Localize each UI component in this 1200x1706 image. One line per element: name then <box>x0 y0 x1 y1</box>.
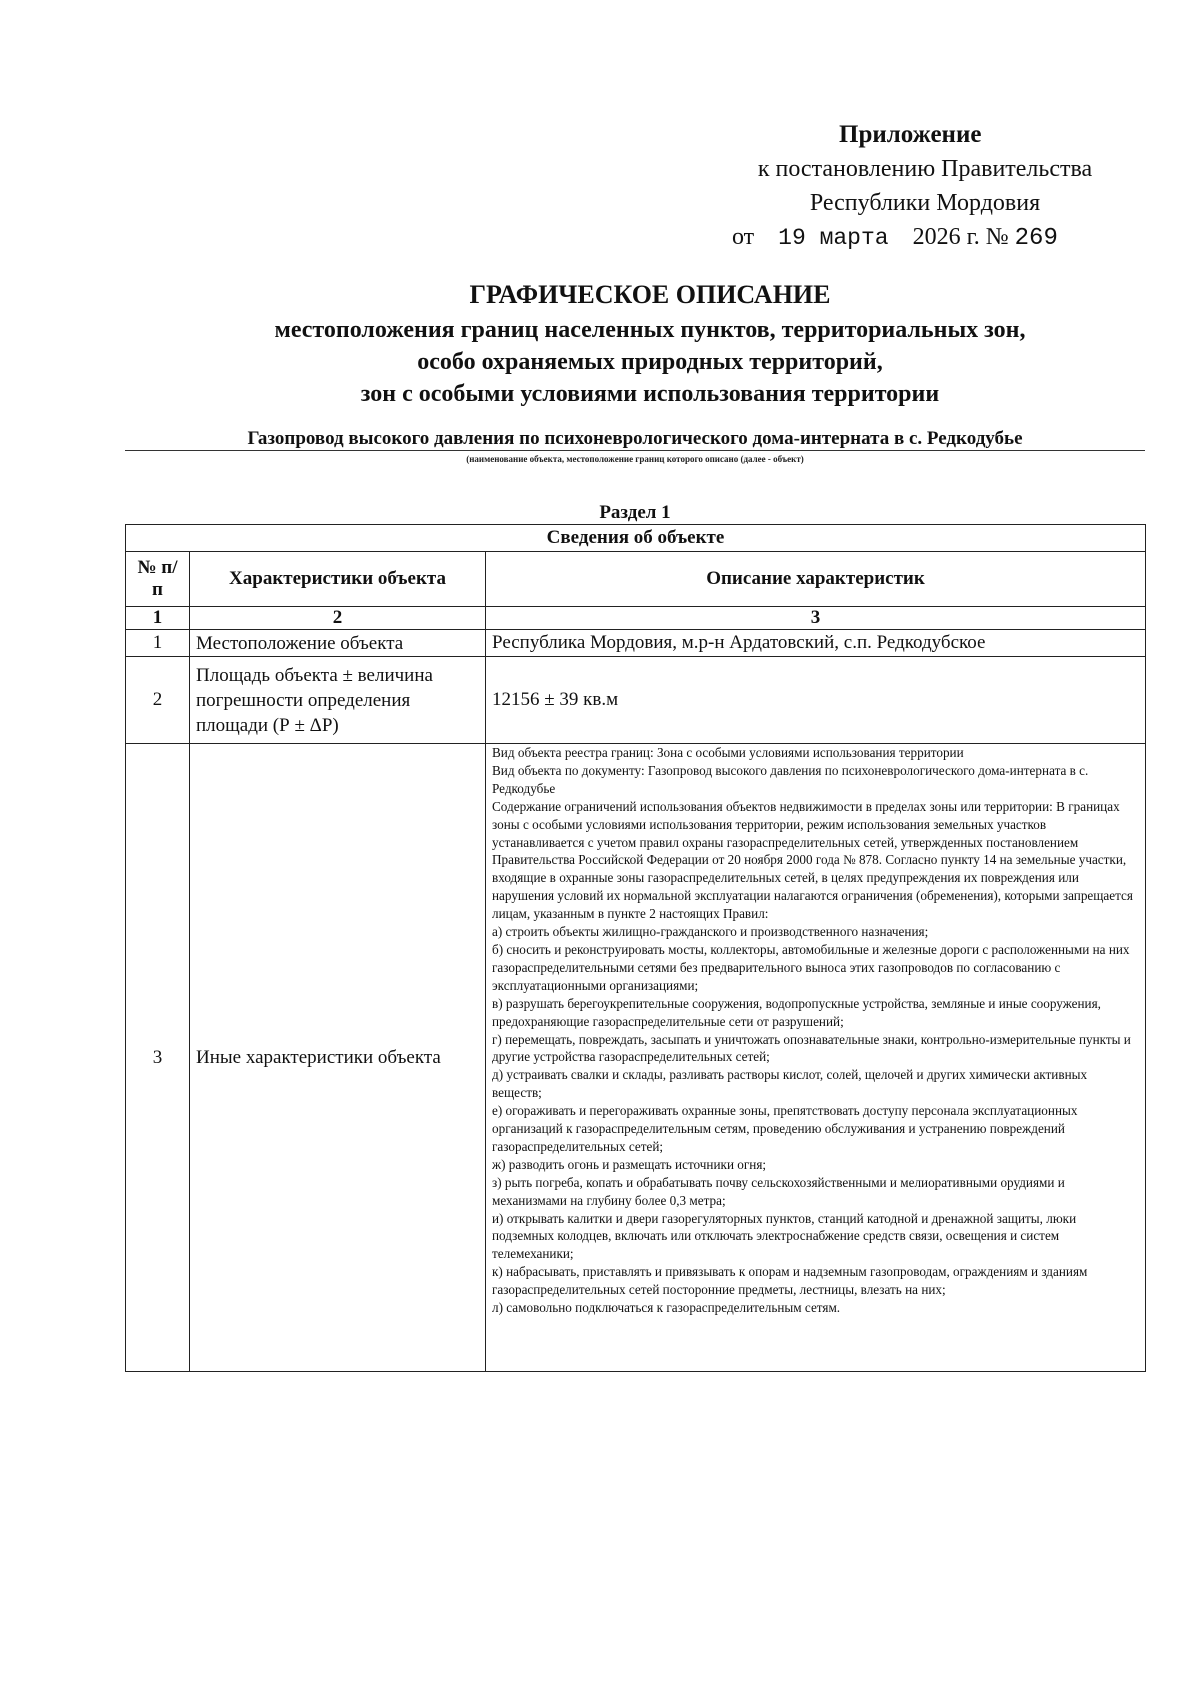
object-name: Газопровод высокого давления по психоневрологического дома-интерната в с. Редкодубье <box>125 428 1145 451</box>
row-value: Республика Мордовия, м.р-н Ардатовский, с.п. Редкодубское <box>486 630 1146 657</box>
row-number: 2 <box>126 657 190 744</box>
description-line: в) разрушать берегоукрепительные сооружения, водопропускные устройства, земляные и иные сооружения, предохраняющие газораспределительные сети от разрушений; <box>492 995 1101 1029</box>
row-characteristic: Иные характеристики объекта <box>190 744 486 1372</box>
table-row <box>126 744 1146 1372</box>
description-line: а) строить объекты жилищно-гражданского и производственного назначения; <box>492 924 929 940</box>
document-subtitle <box>120 314 1180 410</box>
description-line: к) набрасывать, приставлять и привязывать к опорам и надземным газопроводам, ограждениям и зданиям газораспределительных сетей посторонние предметы, лестницы, влезать на них; <box>492 1264 1088 1298</box>
date-prefix: от <box>732 224 755 250</box>
section-title: Раздел 1 <box>599 502 671 523</box>
description-line: ж) разводить огонь и размещать источники огня; <box>492 1156 767 1172</box>
header-description: Описание характеристик <box>486 552 1146 607</box>
subtitle-line-3: зон с особыми условиями использования территории <box>360 381 940 407</box>
table-header-row <box>126 552 1146 607</box>
description-line: з) рыть погреба, копать и обрабатывать почву сельскохозяйственными и мелиоративными орудиями и механизмами на глубину более 0,3 метра; <box>492 1174 1065 1208</box>
description-line: д) устраивать свалки и склады, разливать растворы кислот, солей, щелочей и других химически активных веществ; <box>492 1067 1088 1101</box>
column-number-row <box>126 607 1146 630</box>
table-caption-row <box>126 525 1146 552</box>
object-info-table <box>125 524 1146 1372</box>
date-day-month: 19 марта <box>778 225 889 251</box>
description-line: б) сносить и реконструировать мосты, коллекторы, автомобильные и железные дороги с расположенными на них газораспределительными сетями без предварительного выноса этих газопроводов по согласованию с эксплуатационными организациями; <box>492 941 1130 993</box>
description-line: и) открывать калитки и двери газорегуляторных пунктов, станций катодной и дренажной защиты, люки подземных колодцев, включать или отключать электроснабжение средств связи, освещения и систем телемеханики; <box>492 1210 1077 1262</box>
row-number: 3 <box>126 744 190 1372</box>
appendix-block <box>700 118 1150 256</box>
appendix-heading: Приложение <box>839 121 982 148</box>
subtitle-line-2: особо охраняемых природных территорий, <box>417 349 883 375</box>
table-row <box>126 630 1146 657</box>
appendix-date-line <box>700 220 1150 256</box>
description-line: е) огораживать и перегораживать охранные зоны, препятствовать доступу персонала эксплуатационных организаций к газораспределительным сетям, проведению обслуживания и устранению повреждений газораспределительных сетей; <box>492 1103 1078 1154</box>
description-line: г) перемещать, повреждать, засыпать и уничтожать опознавательные знаки, контрольно-измерительные пункты и другие устройства газораспределительных сетей; <box>492 1031 1131 1065</box>
appendix-line-2: Республики Мордовия <box>809 190 1041 216</box>
column-number-1: 1 <box>126 607 190 630</box>
row-characteristic: Местоположение объекта <box>190 630 486 657</box>
description-line: Вид объекта по документу: Газопровод высокого давления по психоневрологического дома-интерната в с. Редкодубье <box>492 762 1089 796</box>
date-year: 2026 г. № <box>912 224 1009 250</box>
appendix-line-1: к постановлению Правительства <box>757 156 1093 182</box>
description-line: Содержание ограничений использования объектов недвижимости в пределах зоны или территории: В границах зоны с особыми условиями использования территории, режим использования земельных участков устанавливается с учетом правил охраны газораспределительных сетей, утвержденных постановлением Правительства Российской Федерации от 20 ноября 2000 года № 878. Согласно пункту 14 на земельные участки, входящие в охранные зоны газораспределительных сетей, в целях предупреждения их повреждения или нарушения условий их нормальной эксплуатации налагаются ограничения (обременения), которыми запрещается лицам, указанным в пункте 2 настоящих Правил: <box>492 798 1133 922</box>
column-number-2: 2 <box>190 607 486 630</box>
row-number: 1 <box>126 630 190 657</box>
header-number: № п/п <box>126 552 190 607</box>
header-characteristic: Характеристики объекта <box>190 552 486 607</box>
description-line: Вид объекта реестра границ: Зона с особыми условиями использования территории <box>492 745 964 760</box>
row-value-description <box>486 744 1146 1372</box>
table-caption: Сведения об объекте <box>126 525 1146 552</box>
row-value: 12156 ± 39 кв.м <box>486 657 1146 744</box>
column-number-3: 3 <box>486 607 1146 630</box>
subtitle-line-1: местоположения границ населенных пунктов, территориальных зон, <box>274 317 1026 343</box>
table-row <box>126 657 1146 744</box>
row-characteristic: Площадь объекта ± величина погрешности определения площади (Р ± ΔР) <box>190 657 486 744</box>
decree-number: 269 <box>1014 225 1058 252</box>
document-title: ГРАФИЧЕСКОЕ ОПИСАНИЕ <box>469 280 831 309</box>
object-caption: (наименование объекта, местоположение границ которого описано (далее - объект) <box>466 454 804 464</box>
description-line: л) самовольно подключаться к газораспределительным сетям. <box>492 1300 841 1316</box>
